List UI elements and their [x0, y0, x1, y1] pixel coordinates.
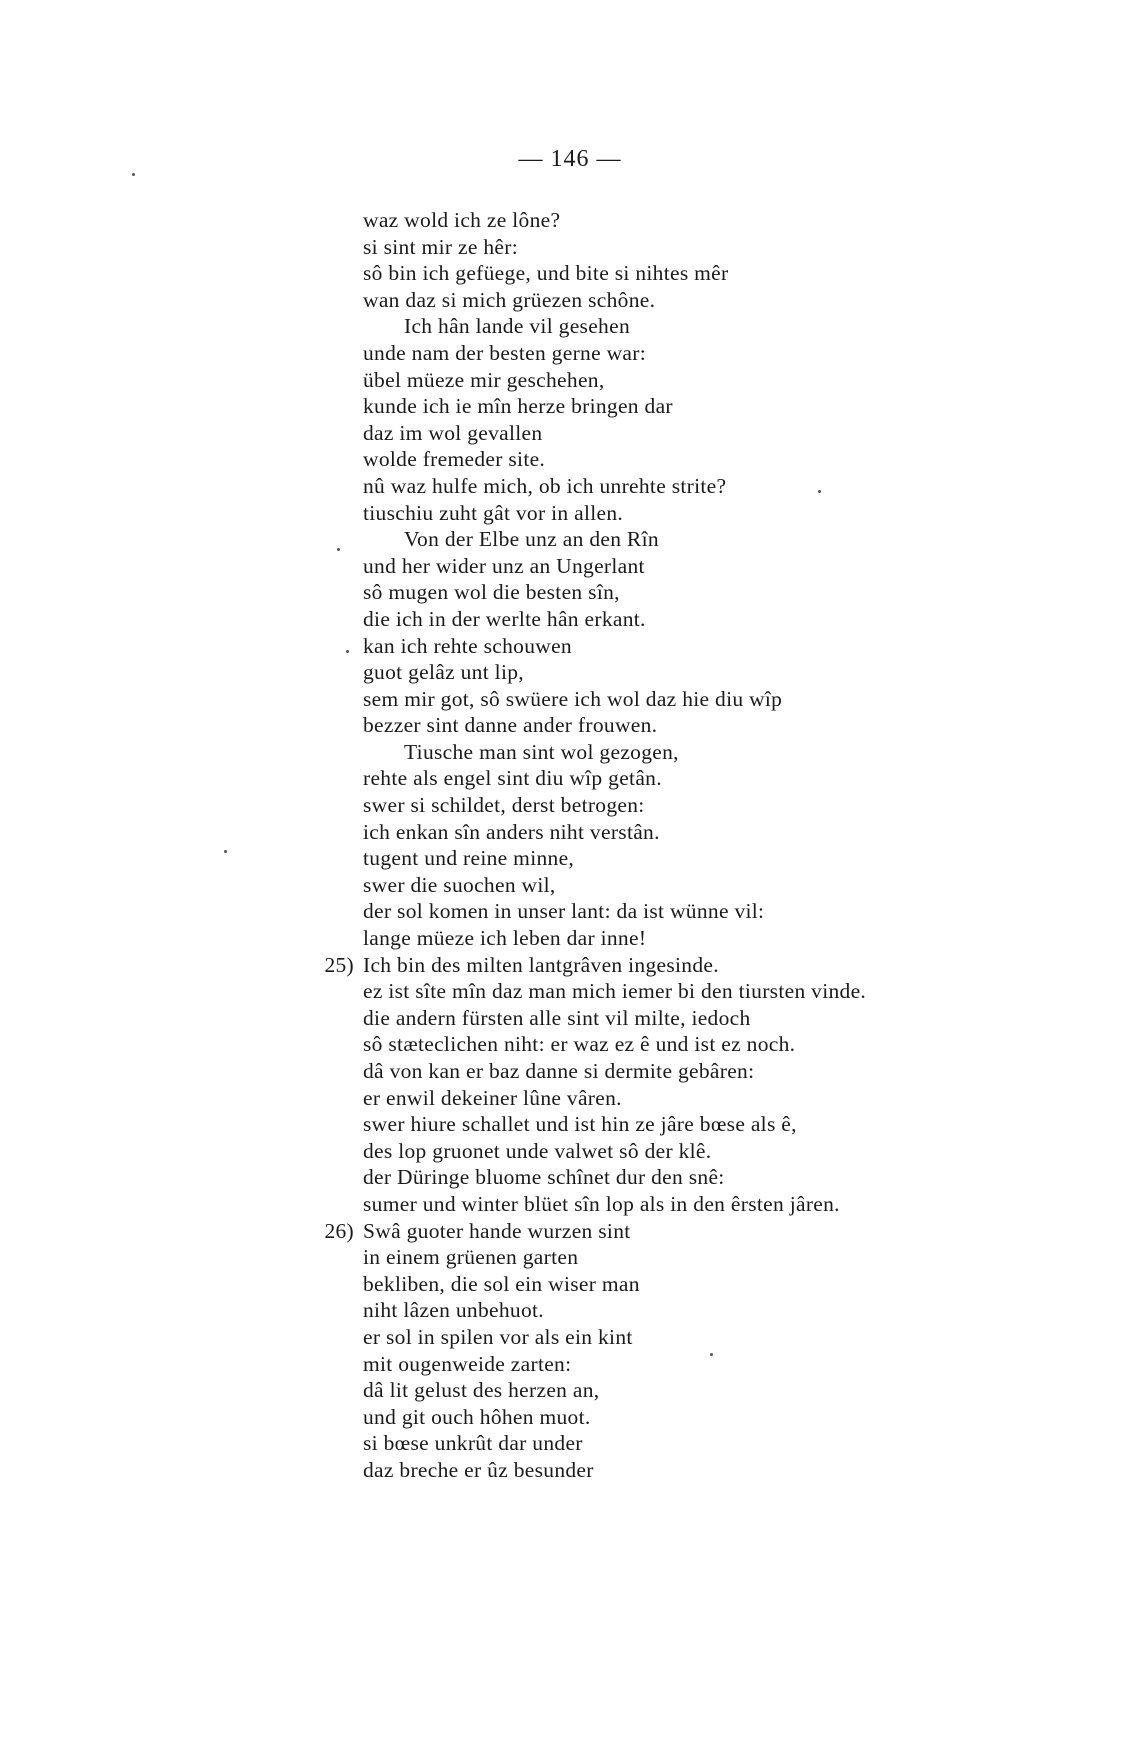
text-line: [363, 340, 1103, 367]
line-text: swer si schildet, derst betrogen:: [363, 793, 645, 818]
line-text: daz im wol gevallen: [363, 420, 543, 445]
line-text: Von der Elbe unz an den Rîn: [404, 527, 659, 552]
line-text: si sint mir ze hêr:: [363, 234, 518, 259]
line-text: swer hiure schallet und ist hin ze jâre bœse als ê,: [363, 1112, 797, 1137]
text-line: [363, 393, 1103, 420]
line-text: bezzer sint danne ander frouwen.: [363, 713, 658, 738]
text-line: [363, 1271, 1103, 1298]
text-line: [324, 1218, 1103, 1245]
line-text: nû waz hulfe mich, ob ich unrehte strite?: [363, 473, 727, 498]
text-line: [363, 1351, 1103, 1378]
text-line: [324, 952, 1103, 979]
text-line: [363, 872, 1103, 899]
poem-text-block: [324, 207, 1103, 1484]
line-text: tugent und reine minne,: [363, 846, 575, 871]
line-text: die andern fürsten alle sint vil milte, iedoch: [363, 1005, 751, 1030]
text-line: [363, 500, 1103, 527]
scan-speck: [224, 850, 227, 853]
line-text: in einem grüenen garten: [363, 1245, 579, 1270]
line-text: guot gelâz unt lip,: [363, 660, 524, 685]
text-line: [363, 1191, 1103, 1218]
text-line: [363, 1164, 1103, 1191]
line-text: der Düringe bluome schînet dur den snê:: [363, 1165, 725, 1190]
text-line: [363, 1404, 1103, 1431]
stanza-number: 25): [324, 952, 354, 977]
page-number: — 146 —: [518, 146, 622, 172]
text-line: [363, 712, 1103, 739]
line-text: ez ist sîte mîn daz man mich iemer bi den tiursten vinde.: [363, 979, 867, 1004]
line-text: kan ich rehte schouwen: [363, 633, 572, 658]
text-line: [363, 1111, 1103, 1138]
text-line: [363, 1297, 1103, 1324]
scan-speck: [132, 173, 135, 176]
line-text: sô mugen wol die besten sîn,: [363, 580, 620, 605]
line-text: die ich in der werlte hân erkant.: [363, 606, 646, 631]
line-text: wan daz si mich grüezen schône.: [363, 287, 656, 312]
text-line: [363, 234, 1103, 261]
text-line: [363, 792, 1103, 819]
text-line: [363, 473, 1103, 500]
text-line: [363, 287, 1103, 314]
text-line: [363, 1457, 1103, 1484]
text-line: [363, 1085, 1103, 1112]
text-line: [363, 1324, 1103, 1351]
line-text: sô stæteclichen niht: er waz ez ê und ist ez noch.: [363, 1032, 796, 1057]
line-text: Ich bin des milten lantgrâven ingesinde.: [363, 952, 719, 977]
line-text: er enwil dekeiner lûne vâren.: [363, 1085, 622, 1110]
text-line: [363, 446, 1103, 473]
text-line: [363, 553, 1103, 580]
scan-speck: [710, 1353, 713, 1356]
line-text: er sol in spilen vor als ein kint: [363, 1324, 633, 1349]
line-text: rehte als engel sint diu wîp getân.: [363, 766, 662, 791]
text-line: [363, 579, 1103, 606]
line-text: dâ von kan er baz danne si dermite gebâren:: [363, 1059, 755, 1083]
line-text: mit ougenweide zarten:: [363, 1351, 572, 1376]
text-line: [363, 925, 1103, 952]
line-text: übel müeze mir geschehen,: [363, 367, 605, 392]
text-line: [363, 686, 1103, 713]
text-line: [363, 367, 1103, 394]
text-line: [363, 739, 1103, 766]
text-line: [363, 1005, 1103, 1032]
text-line: [363, 1377, 1103, 1404]
text-line: [363, 845, 1103, 872]
line-text: der sol komen in unser lant: da ist wünne vil:: [363, 899, 765, 924]
text-line: [363, 765, 1103, 792]
line-text: sem mir got, sô swüere ich wol daz hie diu wîp: [363, 686, 783, 711]
line-text: waz wold ich ze lône?: [363, 208, 561, 232]
line-text: und git ouch hôhen muot.: [363, 1404, 591, 1429]
line-text: des lop gruonet unde valwet sô der klê.: [363, 1138, 712, 1163]
text-line: [363, 313, 1103, 340]
line-text: niht lâzen unbehuot.: [363, 1298, 544, 1323]
text-line: [363, 1430, 1103, 1457]
line-text: sô bin ich gefüege, und bite si nihtes mêr: [363, 261, 729, 286]
line-text: Ich hân lande vil gesehen: [404, 314, 630, 339]
line-text: daz breche er ûz besunder: [363, 1457, 594, 1482]
scan-speck: [337, 548, 340, 551]
text-line: [363, 526, 1103, 553]
text-line: [363, 633, 1103, 660]
text-line: [363, 898, 1103, 925]
text-line: [363, 1058, 1103, 1085]
line-text: unde nam der besten gerne war:: [363, 340, 647, 365]
line-text: Swâ guoter hande wurzen sint: [363, 1218, 631, 1243]
line-text: Tiusche man sint wol gezogen,: [404, 739, 679, 764]
line-text: si bœse unkrût dar under: [363, 1431, 583, 1456]
text-line: [363, 1244, 1103, 1271]
line-text: lange müeze ich leben dar inne!: [363, 926, 647, 951]
stanza-number: 26): [324, 1218, 354, 1243]
text-line: [363, 1031, 1103, 1058]
line-text: wolde fremeder site.: [363, 447, 546, 472]
line-text: und her wider unz an Ungerlant: [363, 553, 645, 578]
text-line: [363, 819, 1103, 846]
line-text: ich enkan sîn anders niht verstân.: [363, 819, 660, 844]
scan-speck: [346, 650, 349, 653]
text-line: [363, 659, 1103, 686]
line-text: swer die suochen wil,: [363, 872, 556, 897]
scan-speck: [818, 490, 821, 493]
text-line: [363, 207, 1103, 234]
text-line: [363, 1138, 1103, 1165]
line-text: sumer und winter blüet sîn lop als in den êrsten jâren.: [363, 1191, 840, 1216]
line-text: bekliben, die sol ein wiser man: [363, 1271, 640, 1296]
line-text: dâ lit gelust des herzen an,: [363, 1378, 600, 1403]
line-text: kunde ich ie mîn herze bringen dar: [363, 394, 673, 419]
text-line: [363, 606, 1103, 633]
text-line: [363, 260, 1103, 287]
line-text: tiuschiu zuht gât vor in allen.: [363, 500, 624, 525]
text-line: [363, 420, 1103, 447]
text-line: [363, 978, 1103, 1005]
